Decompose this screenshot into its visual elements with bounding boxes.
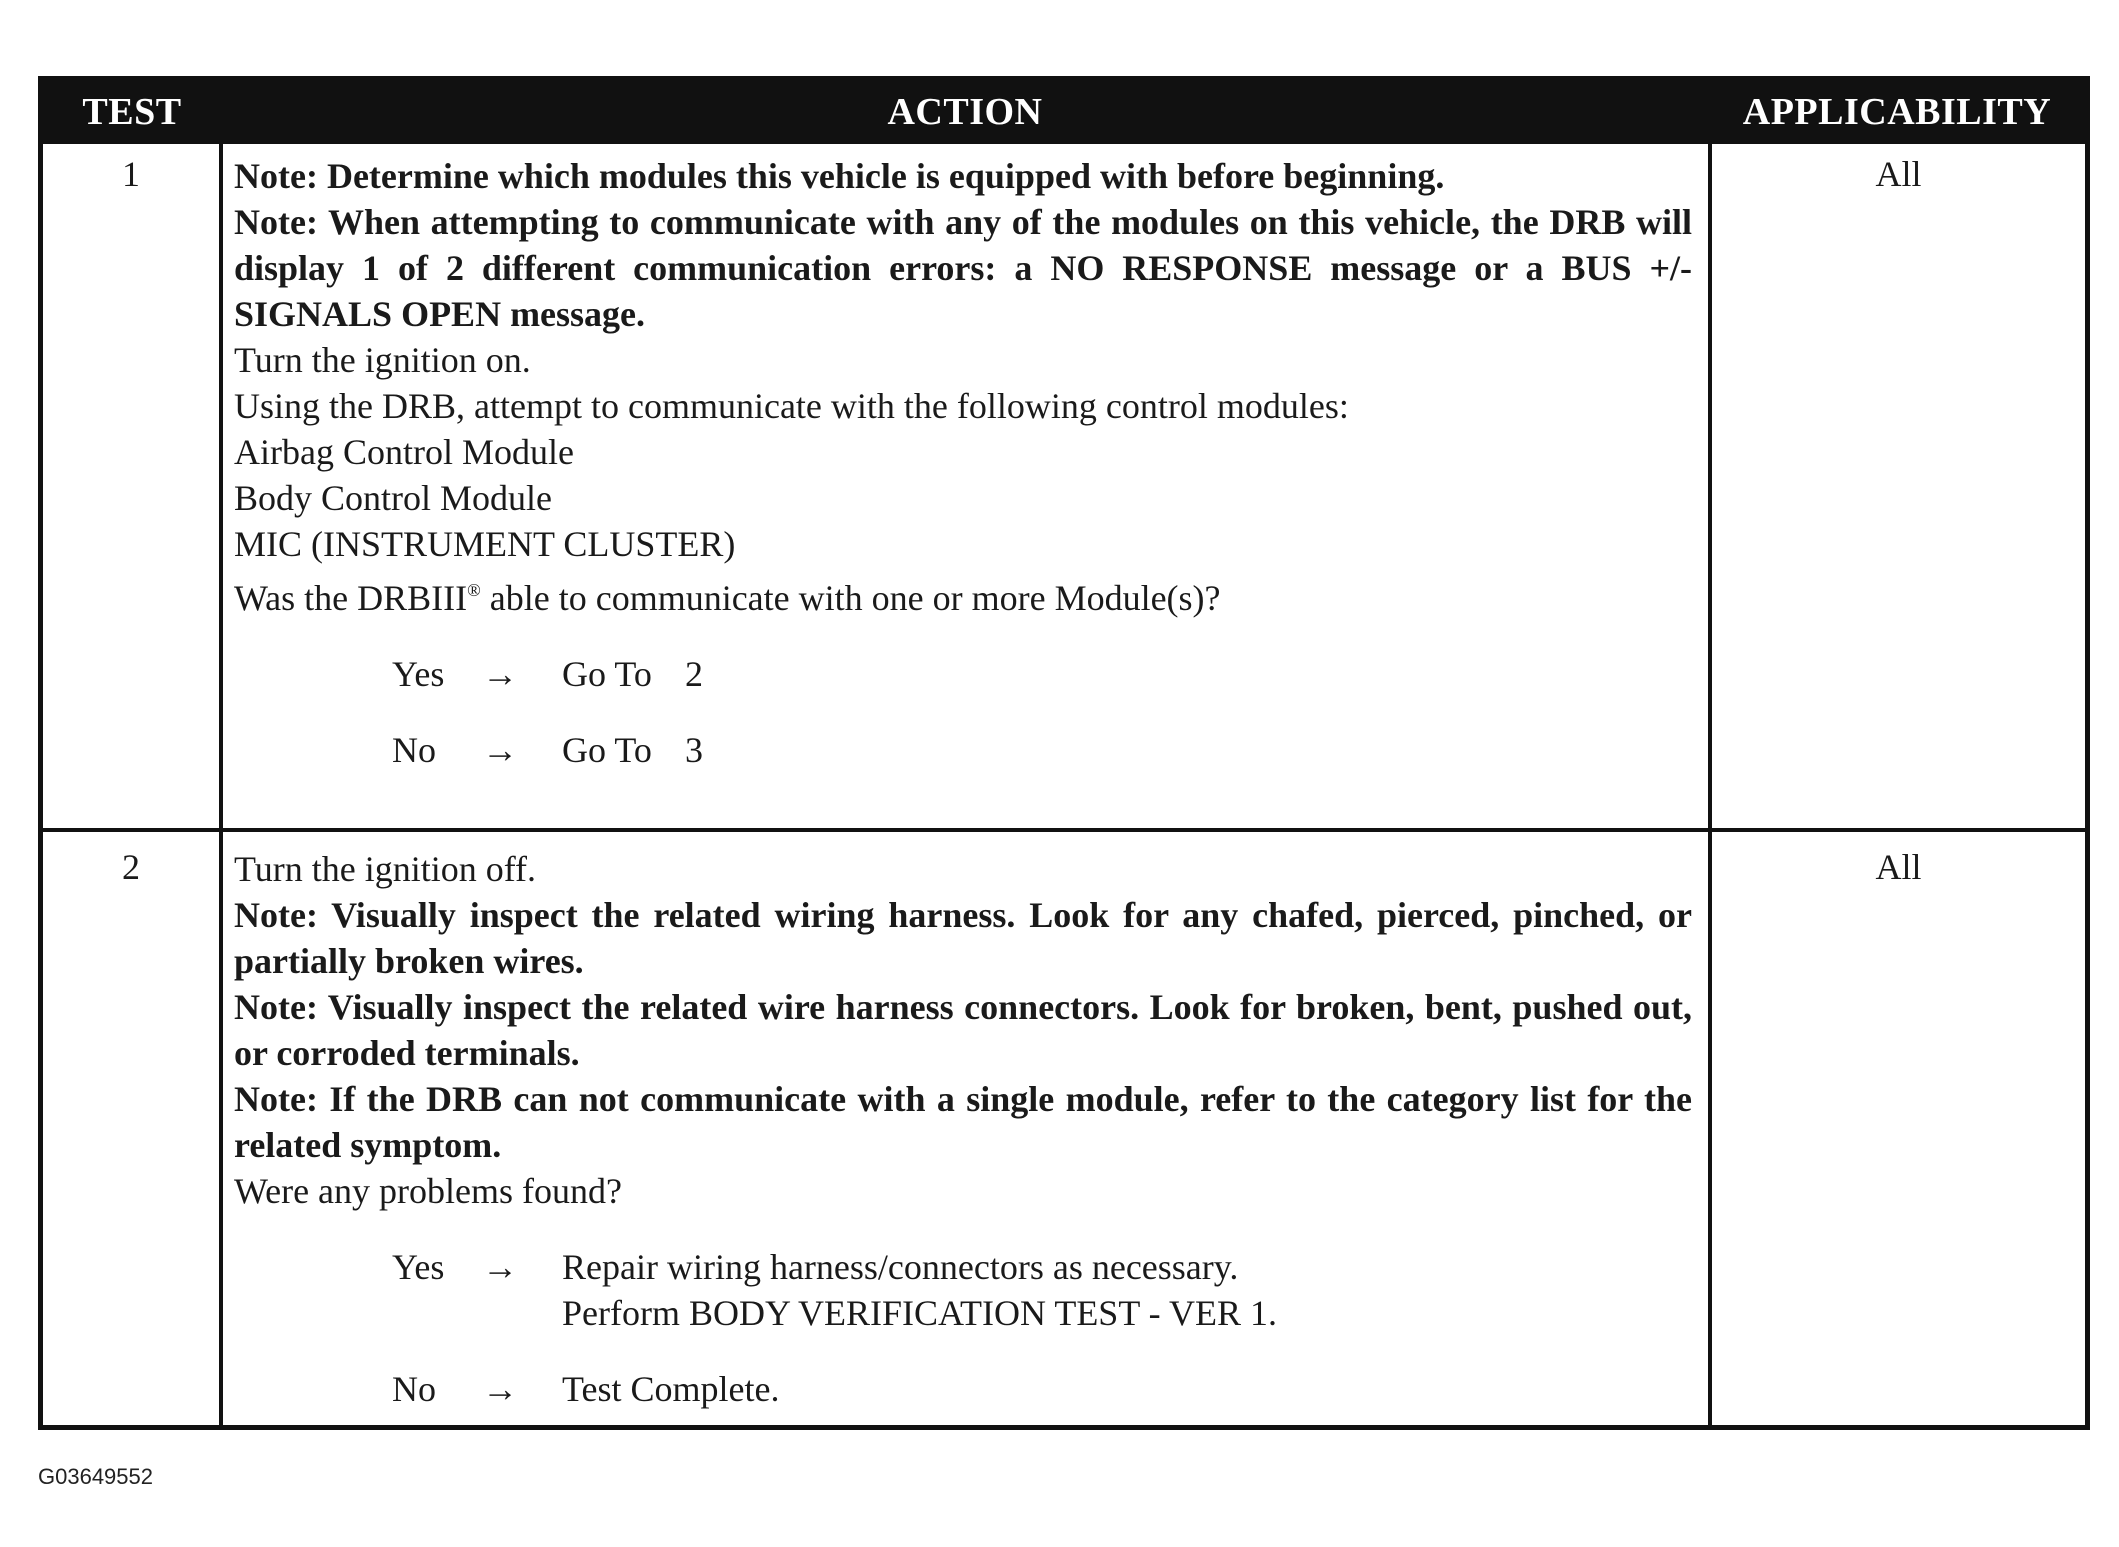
no-label: No [392, 1369, 436, 1409]
header-action: ACTION [887, 91, 1043, 133]
diagnostic-test-table [38, 76, 2090, 1430]
yes-action: Repair wiring harness/connectors as necessary. Perform BODY VERIFICATION TEST - VER 1. [562, 1247, 1278, 1333]
note: Note: Determine which modules this vehicle is equipped with before beginning. [234, 156, 1445, 196]
yes-branch [234, 1244, 1692, 1336]
goto-label: Go To [562, 654, 652, 694]
question: Was the DRBIII® able to communicate with one or more Module(s)? [234, 578, 1221, 618]
instruction: Using the DRB, attempt to communicate with the following control modules: [234, 386, 1349, 426]
action-cell [234, 153, 1692, 773]
arrow-icon: → [482, 730, 518, 770]
header-applicability: APPLICABILITY [1742, 91, 2052, 133]
registered-mark: ® [467, 580, 481, 600]
module-name: Body Control Module [234, 478, 553, 518]
column-divider [1708, 144, 1712, 1425]
test-number: 1 [122, 154, 140, 194]
header-test: TEST [82, 91, 182, 133]
module-name: MIC (INSTRUMENT CLUSTER) [234, 524, 736, 564]
question: Were any problems found? [234, 1171, 622, 1211]
no-label: No [392, 730, 436, 770]
goto-label: Go To [562, 730, 652, 770]
yes-label: Yes [392, 1247, 445, 1287]
figure-code: G03649552 [38, 1464, 153, 1489]
no-branch [234, 1366, 1692, 1412]
note: Note: Visually inspect the related wire harness connectors. Look for broken, bent, pushed out, or corroded terminals. [234, 987, 1692, 1073]
applicability-value: All [1875, 154, 1922, 194]
column-divider [219, 144, 223, 1425]
arrow-icon: → [482, 1369, 518, 1409]
goto-target: 3 [685, 730, 703, 770]
instruction: Turn the ignition on. [234, 340, 531, 380]
arrow-icon: → [482, 1247, 518, 1287]
note: Note: If the DRB can not communicate with a single module, refer to the category list for the related symptom. [234, 1079, 1692, 1165]
yes-branch [234, 651, 1692, 697]
note: Note: When attempting to communicate with any of the modules on this vehicle, the DRB will display 1 of 2 different communication errors: a NO RESPONSE message or a BUS +/- SIGNALS OPEN message. [234, 202, 1692, 334]
action-cell [234, 846, 1692, 1412]
yes-label: Yes [392, 654, 445, 694]
test-number: 2 [122, 847, 140, 887]
module-name: Airbag Control Module [234, 432, 574, 472]
arrow-icon: → [482, 654, 518, 694]
goto-target: 2 [685, 654, 703, 694]
no-action: Test Complete. [562, 1369, 780, 1409]
no-branch [234, 727, 1692, 773]
row-divider [43, 828, 2085, 832]
note: Note: Visually inspect the related wiring harness. Look for any chafed, pierced, pinched, or partially broken wires. [234, 895, 1692, 981]
instruction: Turn the ignition off. [234, 849, 537, 889]
table-header [43, 81, 2085, 144]
applicability-value: All [1875, 847, 1922, 887]
